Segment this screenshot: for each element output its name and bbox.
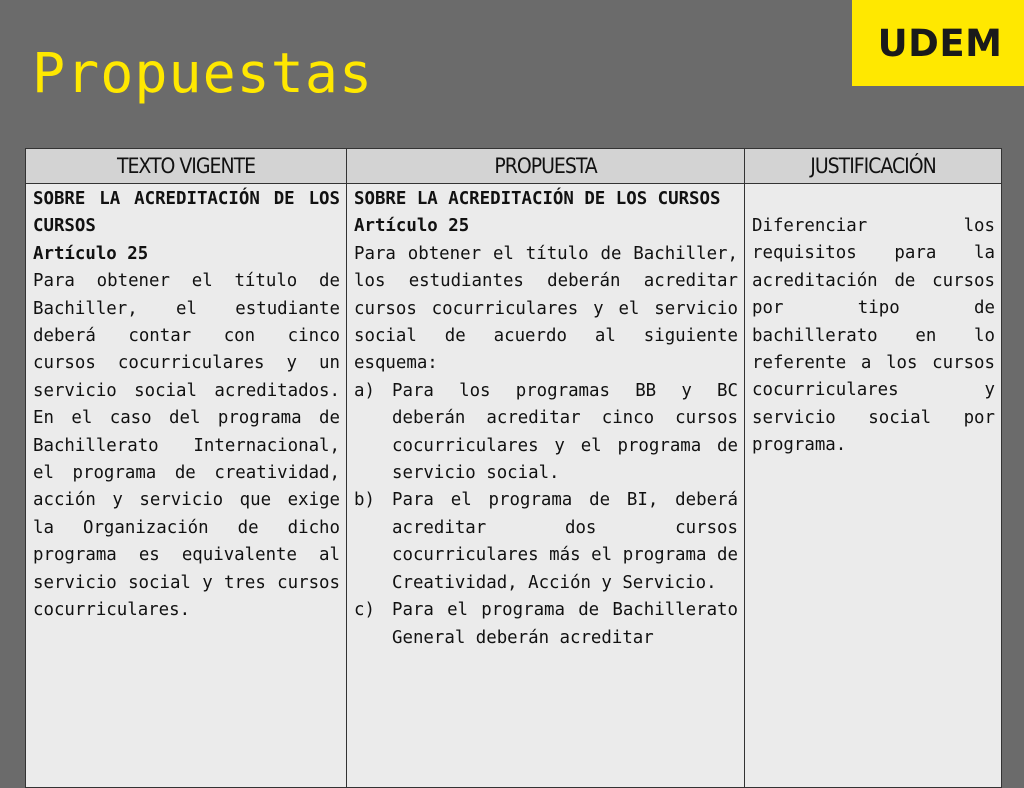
- propuesta-article: Artículo 25: [354, 216, 470, 237]
- vigente-body: Para obtener el título de Bachiller, el estudiante deberá contar con cinco cursos cocurriculares y un servicio social acreditados. En el caso del programa de Bachillerato Internacional, el programa de creatividad, acción y servicio que exige la Organización de dicho programa es equivalente al servicio social y tres cursos cocurriculares.: [33, 271, 340, 621]
- list-marker: c): [354, 600, 375, 621]
- udem-logo: [852, 0, 1024, 86]
- cell-texto-vigente: [26, 184, 347, 787]
- vigente-heading: SOBRE LA ACREDITACIÓN DE LOS CURSOS: [33, 189, 340, 237]
- comparison-table: [25, 148, 1002, 788]
- list-marker: a): [354, 380, 375, 401]
- list-item-text: Para los programas BB y BC deberán acreditar cinco cursos cocurriculares y el programa de servicio social.: [392, 380, 738, 484]
- header-texto-vigente: TEXTO VIGENTE: [26, 149, 347, 184]
- cell-justificacion: [745, 184, 1001, 787]
- propuesta-list: [354, 378, 738, 652]
- propuesta-body: Para obtener el título de Bachiller, los estudiantes deberán acreditar cursos cocurriculares y el servicio social de acuerdo al siguiente esquema:: [354, 243, 738, 374]
- list-marker: b): [354, 490, 375, 511]
- list-item-text: Para el programa de BI, deberá acreditar dos cursos cocurriculares más el programa de Creatividad, Acción y Servicio.: [392, 490, 738, 593]
- logo-text: UDEM: [877, 21, 1003, 65]
- list-item: [354, 378, 738, 488]
- justificacion-body: Diferenciar los requisitos para la acreditación de cursos por tipo de bachillerato en lo referente a los cursos cocurriculares y servicio social por programa.: [752, 216, 995, 456]
- header-propuesta: PROPUESTA: [347, 149, 745, 184]
- vigente-article: Artículo 25: [33, 243, 149, 264]
- spacer: [752, 186, 995, 213]
- list-item-text: Para el programa de Bachillerato General deberán acreditar: [392, 600, 738, 648]
- list-item: [354, 487, 738, 597]
- page-title: Propuestas: [32, 41, 374, 105]
- propuesta-heading: SOBRE LA ACREDITACIÓN DE LOS CURSOS: [354, 189, 721, 209]
- list-item: [354, 597, 738, 652]
- cell-propuesta: [347, 184, 745, 787]
- header-justificacion: JUSTIFICACIÓN: [745, 149, 1001, 184]
